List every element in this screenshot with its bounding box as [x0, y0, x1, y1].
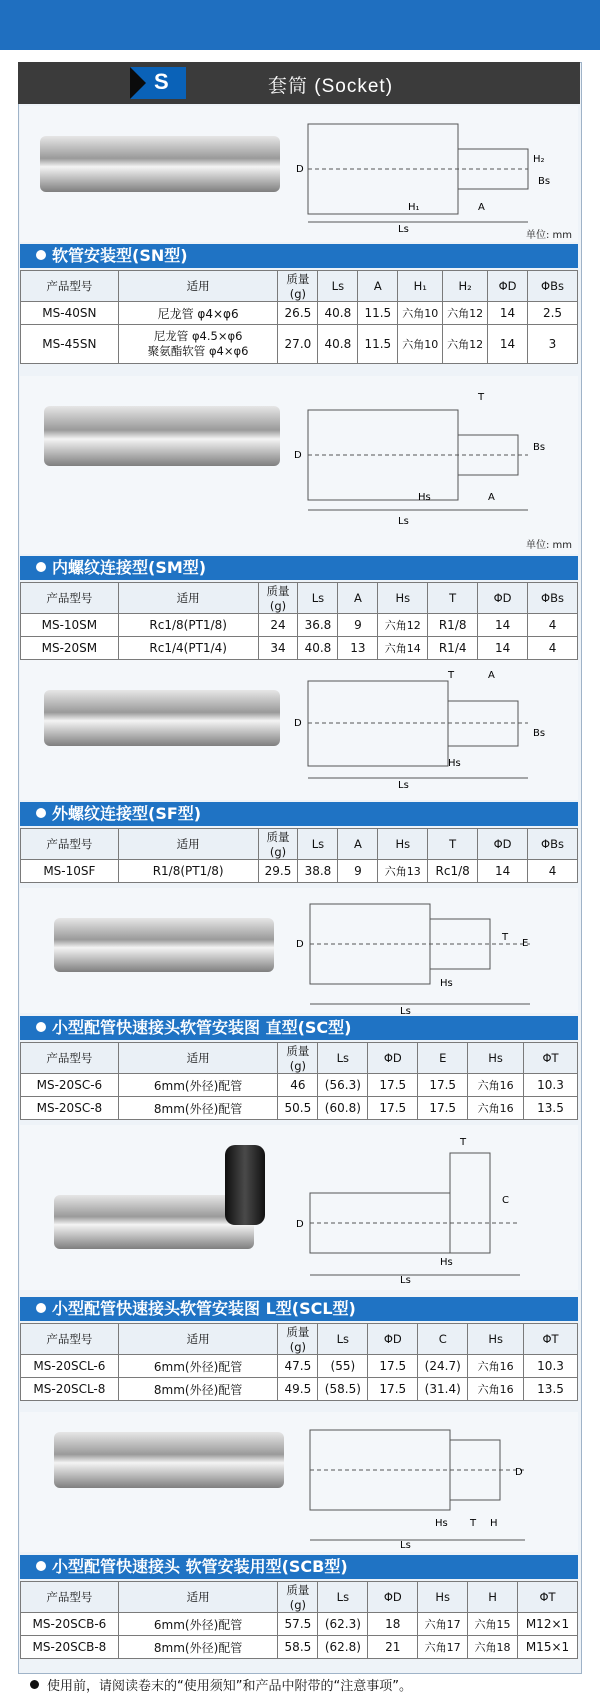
table-cell: 11.5: [358, 325, 398, 364]
table-cell: 六角16: [468, 1074, 524, 1097]
table-cell: MS-20SC-6: [21, 1074, 119, 1097]
table-cell: 4: [528, 860, 578, 883]
table-cell: 17.5: [368, 1355, 418, 1378]
table-cell: 14: [488, 302, 528, 325]
table-cell: M12×1: [517, 1613, 577, 1636]
header-row: [21, 583, 578, 614]
table-cell: 6mm(外径)配管: [118, 1074, 278, 1097]
section-heading: [20, 1016, 578, 1040]
dim-label: D: [515, 1467, 523, 1478]
column-header: Ls: [298, 829, 338, 860]
socket-photo: [54, 1432, 284, 1488]
column-header: 产品型号: [21, 829, 119, 860]
product-panel: [20, 660, 578, 800]
section-sn: [20, 106, 578, 371]
dim-label: Ls: [398, 516, 409, 527]
table-cell: 14: [488, 325, 528, 364]
table-cell: 40.8: [298, 637, 338, 660]
table-row: [21, 1636, 578, 1659]
product-panel: [20, 106, 578, 242]
column-header: 产品型号: [21, 1043, 119, 1074]
chevron-icon: [130, 67, 146, 99]
table-cell: 17.5: [418, 1074, 468, 1097]
table-cell: 57.5: [278, 1613, 318, 1636]
dim-label: Ls: [398, 224, 409, 234]
spec-table: [20, 270, 578, 364]
column-header: H₁: [398, 271, 443, 302]
table-cell: 26.5: [278, 302, 318, 325]
table-cell: 13: [338, 637, 378, 660]
table-cell: 14: [478, 637, 528, 660]
column-header: Hs: [468, 1324, 524, 1355]
section-sc: [20, 888, 578, 1120]
column-header: 质量(g): [258, 583, 298, 614]
bullet-icon: [30, 1680, 39, 1689]
section-heading: [20, 1555, 578, 1579]
table-cell: 17.5: [418, 1097, 468, 1120]
table-cell: 10.3: [524, 1074, 578, 1097]
table-cell: 21: [368, 1636, 418, 1659]
dim-label: D: [296, 939, 304, 950]
table-cell: R1/8: [428, 614, 478, 637]
dim-label: Bs: [538, 176, 551, 187]
product-panel: [20, 1412, 578, 1552]
column-header: Ls: [318, 1324, 368, 1355]
dim-label: Ls: [398, 780, 409, 791]
section-sf: [20, 660, 578, 880]
dim-label: H: [490, 1518, 498, 1529]
table-cell: 6mm(外径)配管: [118, 1613, 278, 1636]
table-cell: 六角10: [398, 325, 443, 364]
top-color-band: [0, 0, 600, 50]
table-cell: 六角17: [418, 1636, 468, 1659]
table-cell: 六角18: [468, 1636, 518, 1659]
dim-label: C: [502, 1195, 509, 1206]
column-header: C: [418, 1324, 468, 1355]
section-scl: [20, 1125, 578, 1405]
column-header: ΦT: [517, 1582, 577, 1613]
section-heading: [20, 1297, 578, 1321]
column-header: 产品型号: [21, 583, 119, 614]
dim-label: D: [294, 450, 302, 461]
header-row: [21, 829, 578, 860]
table-row: [21, 1613, 578, 1636]
socket-photo: [40, 136, 280, 192]
table-cell: 11.5: [358, 302, 398, 325]
dim-label: D: [296, 164, 304, 175]
column-header: 适用: [118, 1043, 278, 1074]
table-cell: (62.3): [318, 1613, 368, 1636]
spec-table: [20, 1042, 578, 1120]
table-cell: 18: [368, 1613, 418, 1636]
table-cell: 46: [278, 1074, 318, 1097]
dim-label: Hs: [435, 1518, 448, 1529]
table-cell: (58.5): [318, 1378, 368, 1401]
table-cell: Rc1/4(PT1/4): [118, 637, 258, 660]
table-cell: 9: [338, 860, 378, 883]
column-header: ΦD: [478, 583, 528, 614]
table-cell: 尼龙管 φ4.5×φ6 聚氨酯软管 φ4×φ6: [118, 325, 278, 364]
column-header: ΦD: [488, 271, 528, 302]
dim-label: A: [488, 492, 495, 503]
dim-label: Ls: [400, 1540, 411, 1550]
table-cell: 58.5: [278, 1636, 318, 1659]
section-heading: [20, 802, 578, 826]
header-row: [21, 1324, 578, 1355]
footer-text: 使用前，请阅读卷末的“使用须知”和产品中附带的“注意事项”。: [47, 1679, 412, 1694]
column-header: T: [428, 583, 478, 614]
socket-photo: [44, 406, 280, 466]
table-cell: 40.8: [318, 302, 358, 325]
table-cell: 六角12: [443, 302, 488, 325]
heading-text: 小型配管快速接头软管安装图 L型(SCL型): [52, 1299, 356, 1318]
table-cell: MS-20SCB-8: [21, 1636, 119, 1659]
table-row: [21, 325, 578, 364]
header-row: [21, 1043, 578, 1074]
table-row: [21, 1097, 578, 1120]
column-header: Ls: [318, 271, 358, 302]
column-header: 适用: [118, 583, 258, 614]
table-cell: (62.8): [318, 1636, 368, 1659]
page-title: 套筒 (Socket): [268, 76, 394, 97]
column-header: ΦBs: [528, 829, 578, 860]
unit-label: 单位: mm: [525, 540, 572, 551]
table-cell: 47.5: [278, 1355, 318, 1378]
column-header: A: [338, 583, 378, 614]
table-cell: 17.5: [368, 1097, 418, 1120]
table-cell: 24: [258, 614, 298, 637]
table-cell: 尼龙管 φ4×φ6: [118, 302, 278, 325]
column-header: Hs: [378, 829, 428, 860]
dimension-drawing: [290, 1420, 560, 1550]
table-row: [21, 1355, 578, 1378]
column-header: Ls: [318, 1043, 368, 1074]
table-cell: 8mm(外径)配管: [118, 1636, 278, 1659]
column-header: 适用: [118, 1324, 278, 1355]
table-cell: MS-20SCL-8: [21, 1378, 119, 1401]
table-cell: (55): [318, 1355, 368, 1378]
dimension-drawing: [288, 390, 558, 530]
table-cell: MS-40SN: [21, 302, 119, 325]
table-cell: 9: [338, 614, 378, 637]
dim-label: T: [460, 1137, 467, 1148]
column-header: T: [428, 829, 478, 860]
header-row: [21, 1582, 578, 1613]
table-cell: 3: [528, 325, 578, 364]
logo-letter: S: [154, 69, 169, 94]
table-cell: MS-20SCB-6: [21, 1613, 119, 1636]
table-cell: 六角13: [378, 860, 428, 883]
table-cell: 六角15: [468, 1613, 518, 1636]
table-cell: 36.8: [298, 614, 338, 637]
column-header: 适用: [118, 829, 258, 860]
table-cell: 40.8: [318, 325, 358, 364]
table-cell: 38.8: [298, 860, 338, 883]
dimension-drawing: [290, 1133, 560, 1283]
column-header: ΦBs: [528, 271, 578, 302]
table-cell: 14: [478, 860, 528, 883]
table-cell: R1/4: [428, 637, 478, 660]
table-cell: 50.5: [278, 1097, 318, 1120]
table-cell: 17.5: [368, 1074, 418, 1097]
product-panel: [20, 1125, 578, 1290]
table-cell: 8mm(外径)配管: [118, 1378, 278, 1401]
product-panel: [20, 376, 578, 554]
spec-table: [20, 1323, 578, 1401]
dim-label: E: [522, 938, 529, 949]
table-cell: Rc1/8(PT1/8): [118, 614, 258, 637]
heading-text: 软管安装型(SN型): [52, 246, 188, 265]
table-row: [21, 637, 578, 660]
table-row: [21, 302, 578, 325]
dim-label: Hs: [440, 978, 453, 989]
dimension-drawing: [288, 114, 558, 234]
section-sm: [20, 376, 578, 654]
table-row: [21, 1074, 578, 1097]
table-cell: 27.0: [278, 325, 318, 364]
table-cell: M15×1: [517, 1636, 577, 1659]
column-header: 质量(g): [278, 1043, 318, 1074]
column-header: Hs: [468, 1043, 524, 1074]
table-cell: (56.3): [318, 1074, 368, 1097]
unit-label: 单位: mm: [525, 230, 572, 241]
table-cell: (31.4): [418, 1378, 468, 1401]
dim-label: D: [294, 718, 302, 729]
column-header: E: [418, 1043, 468, 1074]
table-row: [21, 1378, 578, 1401]
table-cell: 8mm(外径)配管: [118, 1097, 278, 1120]
column-header: A: [358, 271, 398, 302]
dim-label: A: [488, 670, 495, 681]
product-panel: [20, 888, 578, 1013]
section-heading: [20, 244, 578, 268]
table-cell: MS-10SF: [21, 860, 119, 883]
dim-label: T: [448, 670, 455, 681]
column-header: ΦD: [478, 829, 528, 860]
heading-text: 外螺纹连接型(SF型): [52, 804, 202, 823]
column-header: ΦT: [524, 1043, 578, 1074]
dim-label: D: [296, 1219, 304, 1230]
spec-table: [20, 582, 578, 660]
table-cell: MS-20SM: [21, 637, 119, 660]
table-cell: R1/8(PT1/8): [118, 860, 258, 883]
table-cell: 六角16: [468, 1355, 524, 1378]
table-row: [21, 614, 578, 637]
heading-text: 内螺纹连接型(SM型): [52, 558, 207, 577]
table-cell: MS-20SCL-6: [21, 1355, 119, 1378]
table-cell: 14: [478, 614, 528, 637]
column-header: 产品型号: [21, 271, 119, 302]
table-cell: 10.3: [524, 1355, 578, 1378]
socket-photo: [44, 690, 280, 746]
column-header: H₂: [443, 271, 488, 302]
table-cell: MS-20SC-8: [21, 1097, 119, 1120]
column-header: ΦT: [524, 1324, 578, 1355]
heading-text: 小型配管快速接头软管安装图 直型(SC型): [52, 1018, 352, 1037]
table-cell: 2.5: [528, 302, 578, 325]
heading-text: 小型配管快速接头 软管安装用型(SCB型): [52, 1557, 348, 1576]
table-cell: 29.5: [258, 860, 298, 883]
dim-label: Ls: [400, 1275, 411, 1283]
dim-label: Hs: [440, 1257, 453, 1268]
column-header: Ls: [298, 583, 338, 614]
socket-photo: [54, 1195, 254, 1249]
table-cell: 六角14: [378, 637, 428, 660]
dimension-drawing: [290, 894, 560, 1014]
table-cell: 六角16: [468, 1097, 524, 1120]
elbow-photo: [225, 1145, 265, 1225]
s-logo: [130, 67, 186, 99]
column-header: 适用: [118, 1582, 278, 1613]
column-header: ΦD: [368, 1043, 418, 1074]
dim-label: A: [478, 202, 485, 213]
column-header: H: [468, 1582, 518, 1613]
dim-label: H₂: [533, 154, 545, 165]
column-header: ΦD: [368, 1324, 418, 1355]
dim-label: Ls: [400, 1006, 411, 1014]
spec-table: [20, 828, 578, 883]
column-header: Hs: [378, 583, 428, 614]
dim-label: T: [502, 932, 509, 943]
column-header: 质量(g): [258, 829, 298, 860]
dim-label: H₁: [408, 202, 420, 213]
footer-note: [30, 1675, 412, 1694]
column-header: 质量(g): [278, 271, 318, 302]
socket-photo: [54, 918, 274, 972]
column-header: 适用: [118, 271, 278, 302]
table-cell: 4: [528, 614, 578, 637]
column-header: 产品型号: [21, 1582, 119, 1613]
column-header: ΦBs: [528, 583, 578, 614]
table-cell: 六角12: [443, 325, 488, 364]
page-header: [18, 62, 580, 104]
table-row: [21, 860, 578, 883]
table-cell: 49.5: [278, 1378, 318, 1401]
column-header: 产品型号: [21, 1324, 119, 1355]
column-header: A: [338, 829, 378, 860]
dim-label: Hs: [418, 492, 431, 503]
column-header: 质量(g): [278, 1324, 318, 1355]
table-cell: (60.8): [318, 1097, 368, 1120]
dimension-drawing: [288, 666, 558, 791]
table-cell: (24.7): [418, 1355, 468, 1378]
column-header: Ls: [318, 1582, 368, 1613]
section-heading: [20, 556, 578, 580]
table-cell: 六角10: [398, 302, 443, 325]
table-cell: MS-10SM: [21, 614, 119, 637]
column-header: Hs: [418, 1582, 468, 1613]
table-cell: 六角17: [418, 1613, 468, 1636]
table-cell: 34: [258, 637, 298, 660]
header-row: [21, 271, 578, 302]
dim-label: Bs: [533, 728, 546, 739]
table-cell: 六角12: [378, 614, 428, 637]
table-cell: MS-45SN: [21, 325, 119, 364]
spec-table: [20, 1581, 578, 1659]
table-cell: 六角16: [468, 1378, 524, 1401]
column-header: 质量(g): [278, 1582, 318, 1613]
table-cell: Rc1/8: [428, 860, 478, 883]
section-scb: [20, 1412, 578, 1667]
dim-label: T: [470, 1518, 477, 1529]
table-cell: 6mm(外径)配管: [118, 1355, 278, 1378]
table-cell: 13.5: [524, 1378, 578, 1401]
table-cell: 4: [528, 637, 578, 660]
dim-label: Hs: [448, 758, 461, 769]
table-cell: 17.5: [368, 1378, 418, 1401]
dim-label: Bs: [533, 442, 546, 453]
column-header: ΦD: [368, 1582, 418, 1613]
dim-label: T: [478, 392, 485, 403]
table-cell: 13.5: [524, 1097, 578, 1120]
